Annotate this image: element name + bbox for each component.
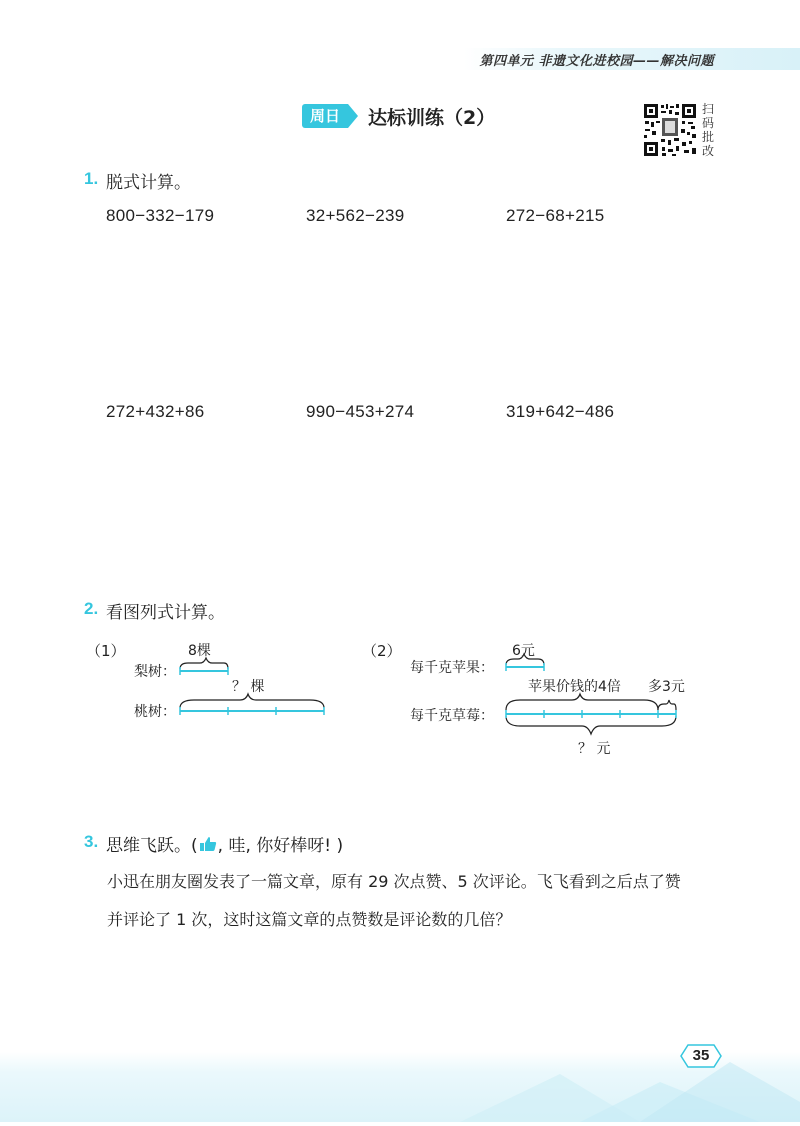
q2-part2-label: （2）: [362, 642, 402, 660]
q3-title-text: 思维飞跃。(: [106, 836, 198, 856]
q3-encourage-text: , 哇, 你好棒呀! ): [217, 836, 344, 856]
q3-title: [106, 831, 343, 856]
problem-line-1: 小迅在朋友圈发表了一篇文章，原有 29 次点赞、5 次评论。飞飞看到之后点了赞: [107, 872, 681, 891]
tree-diagram: [170, 650, 340, 720]
peach-row-label: 桃树：: [134, 704, 176, 720]
times-label: 苹果价钱的4倍: [528, 679, 621, 695]
pear-count-label: 8棵: [188, 643, 211, 659]
qr-code-icon[interactable]: [642, 102, 698, 158]
qr-label-char: 扫: [702, 102, 715, 116]
q1-title: 脱式计算。: [106, 173, 191, 193]
q2-number: 2.: [84, 599, 99, 618]
page-number: 35: [692, 1047, 710, 1064]
problem-line-2: 并评论了 1 次，这时这篇文章的点赞数是评论数的几倍？: [107, 910, 512, 929]
day-badge: 周日: [302, 104, 348, 128]
peach-question-label: ？ 棵: [232, 679, 265, 695]
page-title: [302, 102, 495, 130]
expression-1: 800−332−179: [106, 206, 215, 225]
expression-2: 32+562−239: [306, 206, 405, 225]
peach-brace: [180, 694, 324, 708]
qr-label-char: 码: [702, 116, 715, 130]
q3-number: 3.: [84, 832, 99, 851]
qr-label-char: 批: [702, 130, 715, 144]
expression-3: 272−68+215: [506, 206, 605, 225]
times-brace: [506, 694, 658, 710]
total-brace: [506, 716, 676, 734]
qr-label: [702, 102, 716, 158]
q2-title: 看图列式计算。: [106, 603, 225, 623]
apple-price-label: 6元: [512, 643, 535, 659]
thumbs-up-icon: [199, 836, 217, 852]
strawberry-total-label: ？ 元: [578, 741, 611, 757]
qr-label-char: 改: [702, 144, 715, 158]
q2-part1-label: （1）: [86, 642, 126, 660]
q1-number: 1.: [84, 169, 99, 188]
expression-4: 272+432+86: [106, 402, 205, 421]
strawberry-row-label: 每千克草莓：: [410, 708, 494, 724]
expression-5: 990−453+274: [306, 402, 415, 421]
title-text: 达标训练（2）: [368, 106, 496, 129]
pear-row-label: 梨树：: [134, 664, 176, 680]
apple-row-label: 每千克苹果：: [410, 660, 494, 676]
expression-6: 319+642−486: [506, 402, 615, 421]
unit-title: 第四单元 非遗文化进校园——解决问题: [479, 54, 714, 69]
fruit-diagram: [500, 648, 690, 740]
more-brace: [658, 700, 676, 710]
apple-brace: [506, 654, 544, 665]
more-label: 多3元: [648, 679, 685, 695]
pear-brace: [180, 658, 228, 669]
